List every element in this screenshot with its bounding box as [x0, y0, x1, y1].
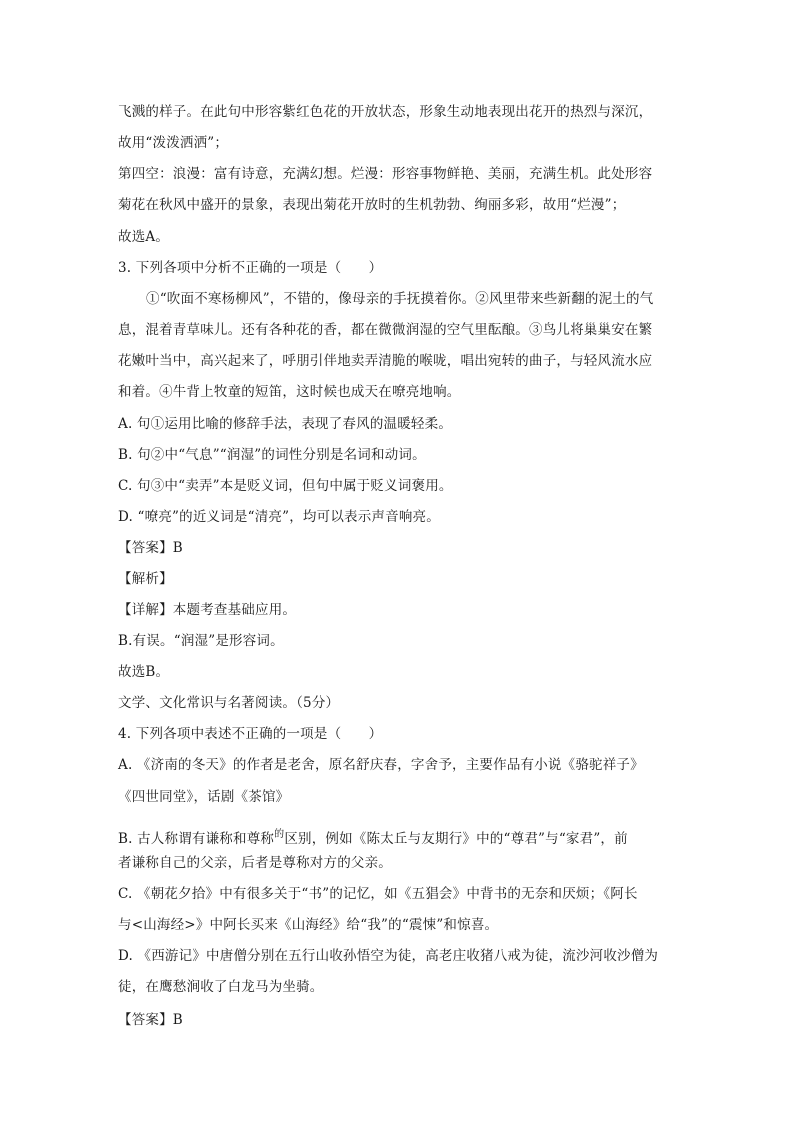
option-a: A. 《济南的冬天》的作者是老舍，原名舒庆春，字舍予，主要作品有小说《骆驼祥子》 — [118, 757, 644, 773]
para-line: 故用“泼泼洒洒”； — [118, 135, 229, 151]
detail: 【详解】本题考查基础应用。 — [118, 602, 297, 618]
option-c-cont: 与<山海经>》中阿长买来《山海经》给“我”的“震悚”和惊喜。 — [118, 917, 499, 933]
question-4-stem: 4. 下列各项中表述不正确的一项是（ ） — [118, 726, 383, 742]
passage-line: 息，混着青草味儿。还有各种花的香，都在微微润湿的空气里酝酿。③鸟儿将巢巢安在繁 — [118, 322, 653, 338]
option-b-text-end: 区别，例如《陈太丘与友期行》中的“尊君”与“家君”，前 — [284, 831, 628, 847]
para-line: 飞溅的样子。在此句中形容紫红色花的开放状态，形象生动地表现出花开的热烈与深沉， — [118, 104, 653, 120]
choose-line: 故选A。 — [118, 229, 170, 245]
superscript-char: 的 — [274, 829, 285, 840]
option-d: D. 《西游记》中唐僧分别在五行山收孙悟空为徒，高老庄收猪八戒为徒，流沙河收沙僧为 — [118, 948, 659, 964]
passage-line: ①“吹面不寒杨柳风”，不错的，像母亲的手抚摸着你。②风里带来些新翻的泥土的气 — [146, 291, 654, 307]
option-b-cont: 者谦称自己的父亲，后者是尊称对方的父亲。 — [118, 855, 392, 871]
analysis-label: 【解析】 — [118, 571, 173, 587]
question-3-stem: 3. 下列各项中分析不正确的一项是（ ） — [118, 260, 383, 276]
choose-line: 故选B。 — [118, 664, 170, 680]
option-d: D. “嘹亮”的近义词是“清亮”，均可以表示声音响亮。 — [118, 509, 440, 525]
option-d-cont: 徒，在鹰愁涧收了白龙马为坐骑。 — [118, 979, 324, 995]
para-line: 第四空：浪漫：富有诗意，充满幻想。烂漫：形容事物鲜艳、美丽，充满生机。此处形容 — [118, 166, 653, 182]
explanation: B.有误。“润湿”是形容词。 — [118, 633, 284, 649]
option-a-cont: 《四世同堂》，话剧《茶馆》 — [118, 789, 290, 805]
option-c: C. 句③中“卖弄”本是贬义词，但句中属于贬义词褒用。 — [118, 478, 453, 494]
section-title: 文学、文化常识与名著阅读。（5分） — [118, 695, 340, 711]
answer: 【答案】B — [118, 540, 183, 556]
passage-line: 花嫩叶当中，高兴起来了，呼朋引伴地卖弄清脆的喉咙，唱出宛转的曲子，与轻风流水应 — [118, 353, 653, 369]
option-b: B. 句②中“气息”“润湿”的词性分别是名词和动词。 — [118, 447, 426, 463]
option-c: C. 《朝花夕拾》中有很多关于“书”的记忆，如《五猖会》中背书的无奈和厌烦；《阿长 — [118, 886, 638, 902]
option-a: A. 句①运用比喻的修辞手法，表现了春风的温暖轻柔。 — [118, 416, 453, 432]
option-b-text: B. 古人称谓有谦称和尊称 — [118, 831, 275, 847]
answer: 【答案】B — [118, 1012, 183, 1028]
para-line: 菊花在秋风中盛开的景象，表现出菊花开放时的生机勃勃、绚丽多彩，故用“烂漫”； — [118, 197, 626, 213]
passage-line: 和着。④牛背上牧童的短笛，这时候也成天在嘹亮地响。 — [118, 384, 461, 400]
option-b — [118, 825, 628, 849]
